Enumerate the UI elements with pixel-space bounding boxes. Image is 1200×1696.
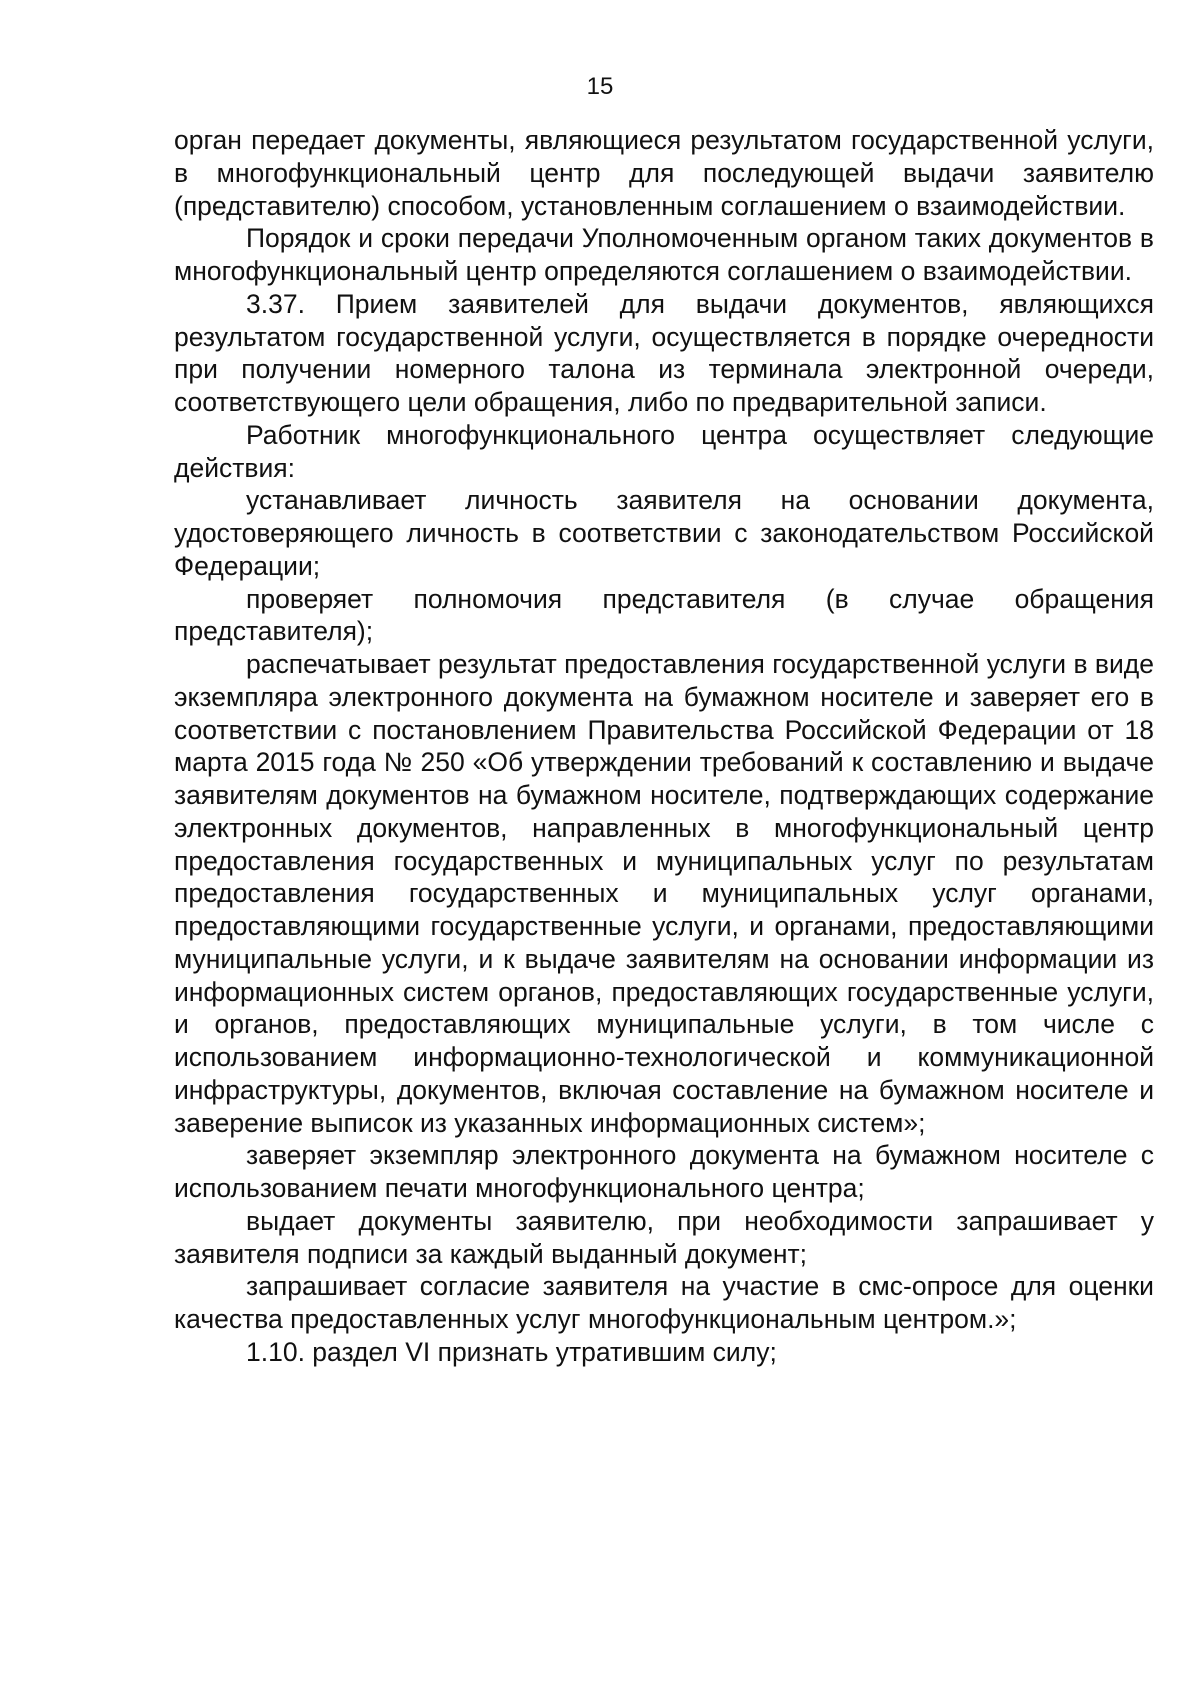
paragraph: Порядок и сроки передачи Уполномоченным органом таких документов в многофункциональный центр определяются соглашением о взаимодействии. [174,223,1154,286]
page-number: 15 [586,73,614,100]
document-body [174,124,1154,1369]
paragraph: проверяет полномочия представителя (в случае обращения представителя); [174,583,1154,647]
paragraph: 1.10. раздел VI признать утратившим силу; [246,1336,777,1367]
paragraph: устанавливает личность заявителя на основании документа, удостоверяющего личность в соответствии с законодательством Российской Федерации; [174,485,1154,581]
paragraph: орган передает документы, являющиеся результатом государственной услуги, в многофункциональный центр для последующей выдачи заявителю (представителю) способом, установленным соглашением о взаимодействии. [174,125,1154,221]
paragraph: распечатывает результат предоставления государственной услуги в виде экземпляра электронного документа на бумажном носителе и заверяет его в соответствии с постановлением Правительства Российской Федерации от 18 марта 2015 года № 250 «Об утверждении требований к составлению и выдаче заявителям документов на бумажном носителе, подтверждающих содержание электронных документов, направленных в многофункциональный центр предоставления государственных и муниципальных услуг по результатам предоставления государственных и муниципальных услуг органами, предоставляющими государственные услуги, и органами, предоставляющими муниципальные услуги, и к выдаче заявителям на основании информации из информационных систем органов, предоставляющих государственные услуги, и органов, предоставляющих муниципальные услуги, в том числе с использованием информационно-технологической и коммуникационной инфраструктуры, документов, включая составление на бумажном носителе и заверение выписок из указанных информационных систем»; [174,649,1154,1138]
paragraph: заверяет экземпляр электронного документа на бумажном носителе с использованием печати многофункционального центра; [174,1140,1154,1203]
paragraph: 3.37. Прием заявителей для выдачи документов, являющихся результатом государственной услуги, осуществляется в порядке очередности при получении номерного талона из терминала электронной очереди, соответствующего цели обращения, либо по предварительной записи. [174,288,1154,417]
paragraph: выдает документы заявителю, при необходимости запрашивает у заявителя подписи за каждый выданный документ; [174,1205,1154,1269]
paragraph: запрашивает согласие заявителя на участие в смс-опросе для оценки качества предоставленных услуг многофункциональным центром.»; [174,1271,1154,1334]
paragraph: Работник многофункционального центра осуществляет следующие действия: [174,419,1154,483]
